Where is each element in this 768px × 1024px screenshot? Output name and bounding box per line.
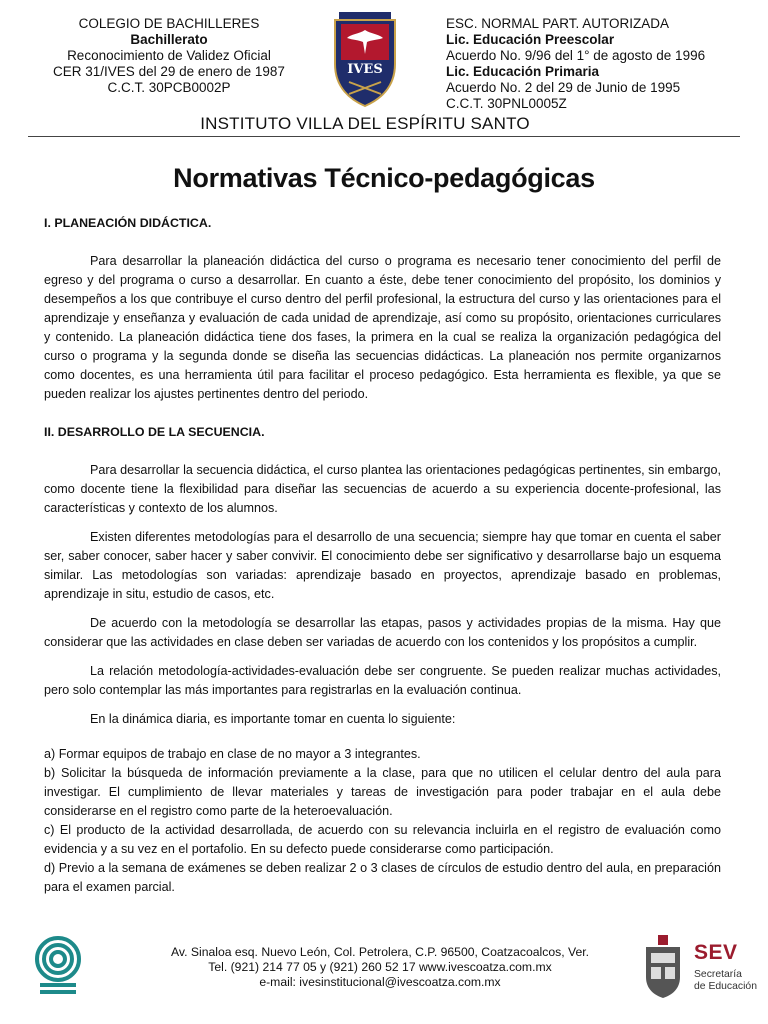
footer-email: e-mail: ivesinstitucional@ivescoatza.com.mx [259,975,501,989]
page-title: Normativas Técnico-pedagógicas [173,163,595,193]
header-left-line: C.C.T. 30PCB0002P [107,80,231,95]
ives-crest-logo [325,10,405,110]
header-left-line: COLEGIO DE BACHILLERES [78,16,260,31]
header-right-line: ESC. NORMAL PART. AUTORIZADA [446,16,670,31]
header-right-line: Lic. Educación Preescolar [446,32,615,47]
paragraph: Para desarrollar la secuencia didáctica, el curso plantea las orientaciones pedagógicas pertinentes, sin embargo, como docente tiene la flexibilidad para diseñar las secuencias de acuerdo a su experiencia docente-profesional, las características y contexto de los alumnos. [44,463,721,515]
footer-contact [110,945,650,990]
footer-address: Av. Sinaloa esq. Nuevo León, Col. Petrolera, C.P. 96500, Coatzacoalcos, Ver. [170,945,589,959]
header-left-line: Bachillerato [130,32,208,47]
paragraph: En la dinámica diaria, es importante tomar en cuenta lo siguiente: [90,712,456,726]
sev-subtitle-line: Secretaría [694,969,742,980]
veracruz-seal-logo [640,935,686,999]
header-left-block [24,16,314,96]
paragraph: Para desarrollar la planeación didáctica del curso o programa es necesario tener conocimiento del perfil de egreso y del programa o curso a desarrollar. En cuanto a éste, debe tener conocimiento del propósito, los dominios y desempeños a los que contribuye el curso dentro del perfil profesional, la estructura del curso y las orientaciones para el aprendizaje y enseñanza y evaluación de cada unidad de aprendizaje, así como su propósito, orientaciones curriculares y contenido. La planeación didáctica tiene dos fases, la primera en la cual se realiza la organización pedagógica del curso o programa y la segunda donde se diseña las secuencias didácticas. La planeación nos permite organizarnos como docentes, es una herramienta útil para facilitar el proceso pedagógico. Esta herramienta es flexible, ya que se pueden realizar los ajustes pertinentes dentro del periodo. [44,254,721,401]
paragraph: La relación metodología-actividades-evaluación debe ser congruente. Se pueden realizar muchas actividades, pero solo contemplar las más importantes para registrarlas en la evaluación continua. [44,664,721,697]
list-item: c) El producto de la actividad desarrollada, de acuerdo con su relevancia incluirla en el registro de evaluación como evidencia y a su vez en el portafolio. En su defecto puede considerarse como participación. [44,823,721,856]
list-item: a) Formar equipos de trabajo en clase de no mayor a 3 integrantes. [44,747,421,761]
section-heading: I. PLANEACIÓN DIDÁCTICA. [44,216,212,230]
education-spiral-logo [32,935,84,997]
sev-label: SEV [694,941,738,964]
header-right-line: Acuerdo No. 9/96 del 1° de agosto de 1996 [446,48,706,63]
document-body [44,214,721,897]
sev-subtitle-line: de Educación [694,981,757,992]
header-divider [28,136,740,137]
sev-subtitle [694,969,757,993]
list-item: b) Solicitar la búsqueda de información previamente a la clase, para que no utilicen el celular dentro del aula para investigar. El cumplimiento de llevar materiales y tareas de investigación para poder trabajar en el aula debe considerarse en el registro como parte de la heteroevaluación. [44,766,721,818]
paragraph: De acuerdo con la metodología se desarrollar las etapas, pasos y actividades propias de la misma. Hay que considerar que las actividades en clase deben ser variadas de acuerdo con los contenidos y los propósitos a cumplir. [44,616,721,649]
header-right-block [446,16,756,112]
footer [0,925,768,1024]
section-heading: II. DESARROLLO DE LA SECUENCIA. [44,425,265,439]
footer-phone: Tel. (921) 214 77 05 y (921) 260 52 17 www.ivescoatza.com.mx [208,960,552,974]
institute-name: INSTITUTO VILLA DEL ESPÍRITU SANTO [200,114,530,133]
header-left-line: Reconocimiento de Validez Oficial [67,48,271,63]
paragraph: Existen diferentes metodologías para el desarrollo de una secuencia; siempre hay que tomar en cuenta el saber ser, saber conocer, saber hacer y saber convivir. El conocimiento debe ser significativo y desarrollarse bajo un esquema similar. Las metodologías son variadas: aprendizaje basado en proyectos, aprendizaje basado en problemas, aprendizaje in situ, estudio de casos, etc. [44,530,721,601]
list-item: d) Previo a la semana de exámenes se deben realizar 2 o 3 clases de círculos de estudio dentro del aula, en preparación para el examen parcial. [44,861,721,894]
header-right-line: Acuerdo No. 2 del 29 de Junio de 1995 [446,80,681,95]
header-right-line: C.C.T. 30PNL0005Z [446,96,567,111]
crest-text: IVES [347,62,383,77]
header-right-line: Lic. Educación Primaria [446,64,600,79]
header-left-line: CER 31/IVES del 29 de enero de 1987 [53,64,285,79]
